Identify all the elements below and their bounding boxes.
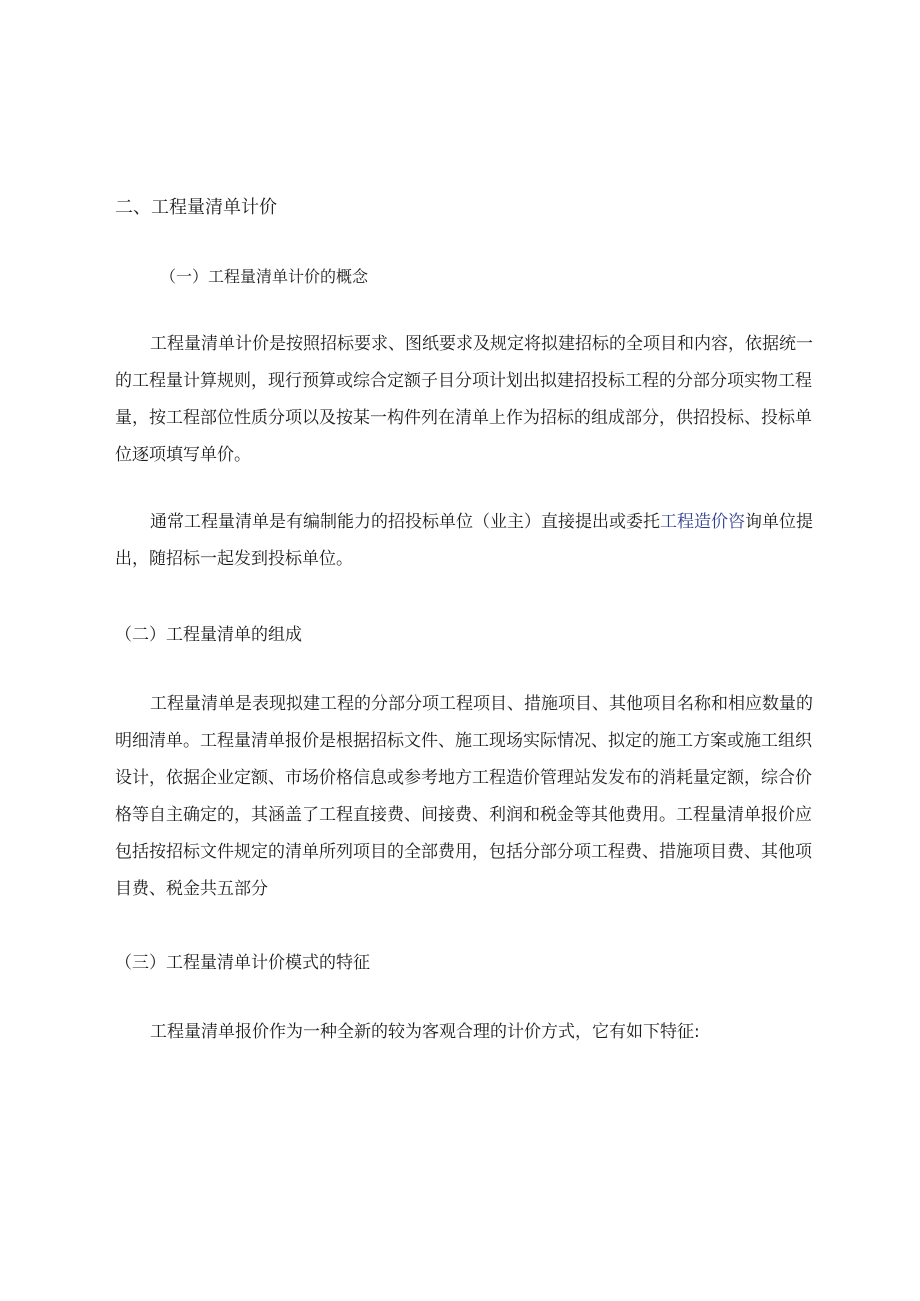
paragraph-line (150, 512, 813, 532)
paragraph-line: 目费、税金共五部分 (115, 879, 268, 899)
paragraph-line: 量，按工程部位性质分项以及按某一构件列在清单上作为招标的组成部分，供招投标、投标单 (115, 408, 812, 428)
subsection-heading-1: （一）工程量清单计价的概念 (160, 267, 369, 286)
paragraph-line: 位逐项填写单价。 (115, 445, 251, 465)
subsection-heading-2: （二）工程量清单的组成 (115, 625, 302, 645)
paragraph-line: 明细清单。工程量清单报价是根据招标文件、施工现场实际情况、拟定的施工方案或施工组织 (115, 731, 812, 751)
paragraph-text: 通常工程量清单是有编制能力的招投标单位（业主）直接提出或委托 (150, 512, 660, 532)
paragraph-line: 格等自主确定的，其涵盖了工程直接费、间接费、利润和税金等其他费用。工程量清单报价应 (115, 805, 812, 825)
subsection-heading-3: （三）工程量清单计价模式的特征 (115, 953, 370, 973)
paragraph-line: 的工程量计算规则，现行预算或综合定额子目分项计划出拟建招投标工程的分部分项实物工程 (115, 371, 812, 391)
paragraph-line: 工程量清单计价是按照招标要求、图纸要求及规定将拟建招标的全项目和内容，依据统一 (150, 334, 813, 354)
paragraph-line: 工程量清单是表现拟建工程的分部分项工程项目、措施项目、其他项目名称和相应数量的 (150, 694, 813, 714)
section-title: 二、工程量清单计价 (115, 197, 277, 218)
paragraph-text: 询单位提 (745, 512, 813, 532)
paragraph-line: 工程量清单报价作为一种全新的较为客观合理的计价方式，它有如下特征: (150, 1022, 700, 1042)
paragraph-line: 出，随招标一起发到投标单位。 (115, 549, 353, 569)
paragraph-line: 设计，依据企业定额、市场价格信息或参考地方工程造价管理站发发布的消耗量定额，综合价 (115, 768, 812, 788)
consulting-link[interactable]: 工程造价咨 (660, 512, 745, 532)
paragraph-line: 包括按招标文件规定的清单所列项目的全部费用，包括分部分项工程费、措施项目费、其他项 (115, 842, 812, 862)
